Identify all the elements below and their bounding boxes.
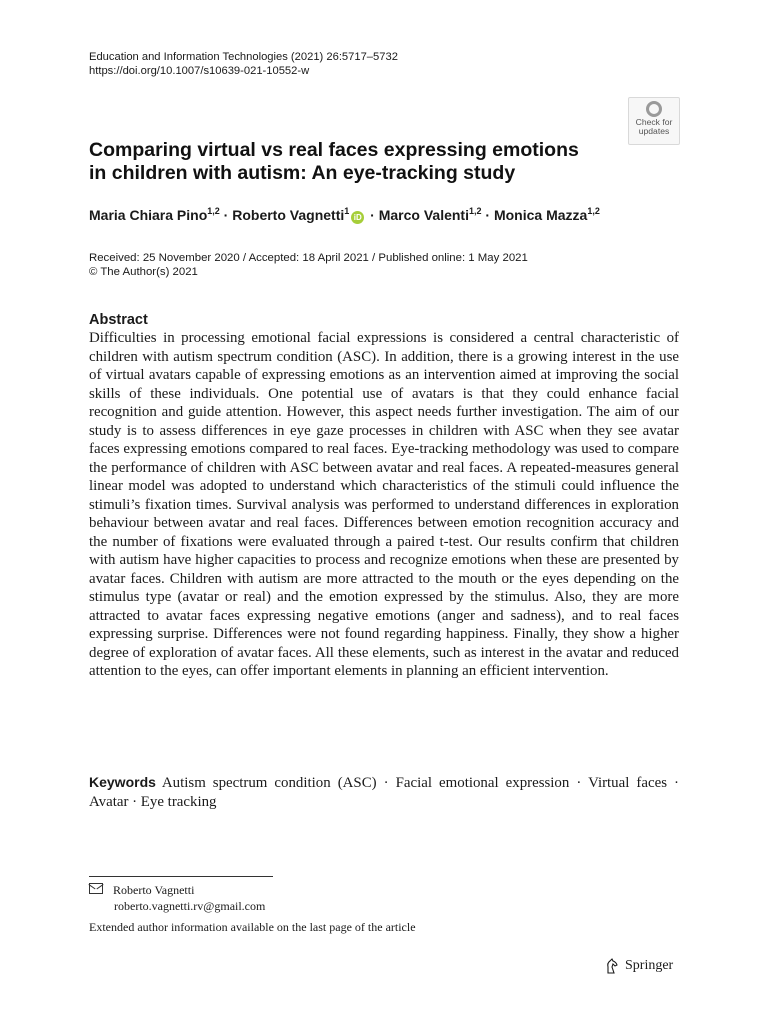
article-title (89, 139, 609, 185)
publisher-logo (605, 958, 673, 974)
journal-header (89, 50, 398, 78)
corresponding-email[interactable]: roberto.vagnetti.rv@gmail.com (114, 899, 266, 913)
badge-line-2: updates (638, 126, 670, 136)
check-updates-icon (646, 101, 662, 117)
received-accepted-dates: Received: 25 November 2020 / Accepted: 18 April 2021 (89, 252, 369, 264)
author-name: Marco Valenti (378, 207, 469, 223)
abstract-text: Difficulties in processing emotional facial expressions is considered a central characteristic of children with autism spectrum condition (ASC). In addition, there is a growing interest in the use of virtual avatars capable of expressing emotions as an intervention aimed at improving the social skills of these individuals. One potential use of avatars is that they could enhance facial recognition and guide attention. However, this aspect needs further investigation. The aim of our study is to assess differences in eye gaze processes in children with ASC when they see avatar faces expressing emotions compared to real faces. Eye-tracking methodology was used to compare the performance of children with ASC between avatar and real faces. A repeated-measures general linear model was adopted to understand which characteristics of the stimuli could influence the stimuli’s fixation times. Survival analysis was performed to understand differences in exploration behaviour between avatar and real faces. Differences between emotion recognition accuracy and the number of fixations were evaluated through a paired t-test. Our results confirm that children with autism have higher capacities to process and recognize emotions when these are presented by avatar faces. Children with autism are more attracted to the mouth or the eyes depending on the stimulus type (avatar or real) and the emotion expressed by the stimulus. Also, they are more attracted to avatar faces expressing negative emotions (anger and sadness), and to real faces expressing surprise. Differences were not found regarding happiness. Finally, they show a higher degree of exploration of avatar faces. All these elements, such as interest in the avatar and reduced attention to the eyes, can offer important elements in planning an efficient intervention. (89, 330, 679, 679)
check-for-updates-badge[interactable] (628, 97, 680, 145)
doi-link[interactable]: https://doi.org/10.1007/s10639-021-10552-w (89, 65, 310, 77)
publisher-name: Springer (625, 958, 674, 973)
keywords-text: Autism spectrum condition (ASC) · Facial emotional expression · Virtual faces · Avatar · Eye tracking (89, 775, 679, 810)
published-date: / Published online: 1 May 2021 (368, 252, 528, 264)
copyright-line: © The Author(s) 2021 (89, 266, 198, 278)
author-name: Maria Chiara Pino (89, 207, 208, 223)
author-affiliation: 1,2 (468, 206, 482, 216)
extended-author-info: Extended author information available on the last page of the article (89, 920, 416, 934)
orcid-icon[interactable]: iD (351, 211, 364, 224)
author-name: Monica Mazza (493, 207, 588, 223)
springer-horse-icon (605, 958, 619, 974)
badge-line-1: Check for (635, 117, 673, 127)
title-line-1: Comparing virtual vs real faces expressing emotions (89, 139, 579, 161)
corresponding-author-name: Roberto Vagnetti (113, 883, 195, 897)
author-affiliation: 1 (344, 206, 350, 216)
author-separator: · (366, 207, 379, 223)
journal-citation: Education and Information Technologies (2021) 26:5717–5732 (89, 51, 398, 63)
title-line-2: in children with autism: An eye-tracking study (89, 162, 516, 184)
keywords-section (89, 773, 679, 812)
author-affiliation: 1,2 (207, 206, 220, 216)
author-name: Roberto Vagnetti (232, 207, 345, 223)
author-separator: · (219, 207, 233, 223)
footnote-divider (89, 876, 273, 877)
keywords-label: Keywords (89, 774, 156, 790)
abstract-heading: Abstract (89, 312, 148, 328)
author-list (89, 206, 600, 224)
author-affiliation: 1,2 (587, 206, 600, 216)
corresponding-author (89, 882, 265, 914)
publication-dates (89, 251, 528, 279)
author-separator: · (481, 207, 494, 223)
envelope-icon (89, 883, 103, 894)
